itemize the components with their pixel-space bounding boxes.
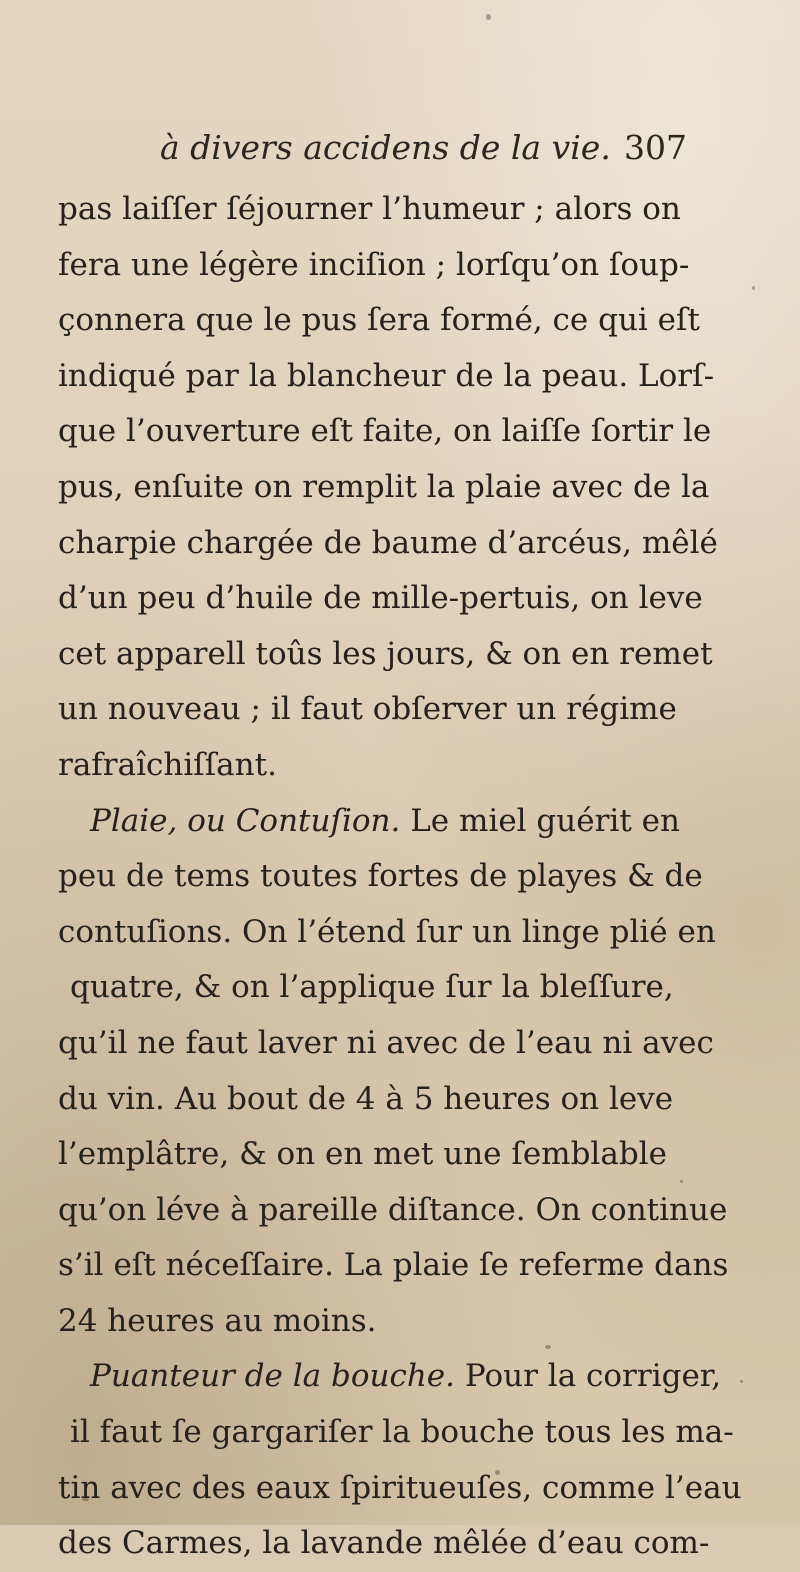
text-line: cet apparell toûs les jours, & on en remet bbox=[58, 635, 713, 672]
text-line: il faut ſe gargariſer la bouche tous les ma- bbox=[70, 1414, 734, 1451]
paragraph-heading-line bbox=[58, 1349, 758, 1405]
running-head bbox=[160, 128, 720, 167]
text-line: peu de tems toutes fortes de playes & de bbox=[58, 858, 703, 895]
text-line: indiqué par la blancheur de la peau. Lorſ- bbox=[58, 357, 715, 394]
text-line-rest: Pour la corriger, bbox=[464, 1358, 722, 1395]
text-line: quatre, & on l’applique ſur la bleſſure, bbox=[70, 969, 674, 1006]
text-line: fera une légère inciſion ; lorſqu’on ſoup- bbox=[58, 246, 690, 283]
text-line: un nouveau ; il faut obſerver un régime bbox=[58, 691, 677, 728]
page-number: 307 bbox=[624, 128, 687, 167]
text-line: 24 heures au moins. bbox=[58, 1302, 377, 1339]
text-line: rafraîchiſſant. bbox=[58, 746, 277, 783]
text-line: d’un peu d’huile de mille-pertuis, on leve bbox=[58, 580, 703, 617]
text-line: contuſions. On l’étend ſur un linge plié en bbox=[58, 913, 716, 950]
text-line: qu’on léve à pareille diſtance. On continue bbox=[58, 1191, 728, 1228]
text-line: l’emplâtre, & on en met une ſemblable bbox=[58, 1136, 667, 1173]
text-line: du vin. Au bout de 4 à 5 heures on leve bbox=[58, 1080, 674, 1117]
text-line: pus, enſuite on remplit la plaie avec de la bbox=[58, 468, 710, 505]
text-line: pas laiſſer ſéjourner l’humeur ; alors on bbox=[58, 191, 681, 227]
text-line: que l’ouverture eſt faite, on laiſſe ſortir le bbox=[58, 413, 712, 450]
text-line: çonnera que le pus ſera formé, ce qui eſt bbox=[58, 302, 700, 339]
text-line-rest: Le miel guérit en bbox=[410, 802, 680, 839]
running-title: à divers accidens de la vie. bbox=[160, 128, 611, 167]
body-text bbox=[58, 182, 758, 1572]
text-line: des Carmes, la lavande mêlée d’eau com- bbox=[58, 1525, 710, 1562]
text-line: s’il eſt néceſſaire. La plaie ſe referme dans bbox=[58, 1247, 729, 1284]
paragraph-heading-line bbox=[58, 794, 758, 850]
section-heading-plaie: Plaie, ou Contuſion. bbox=[90, 802, 401, 839]
text-line: tin avec des eaux ſpiritueuſes, comme l’eau bbox=[58, 1469, 742, 1506]
text-line: charpie chargée de baume d’arcéus, mêlé bbox=[58, 524, 718, 561]
section-heading-puanteur: Puanteur de la bouche. bbox=[90, 1358, 456, 1395]
text-line: qu’il ne faut laver ni avec de l’eau ni avec bbox=[58, 1024, 714, 1061]
